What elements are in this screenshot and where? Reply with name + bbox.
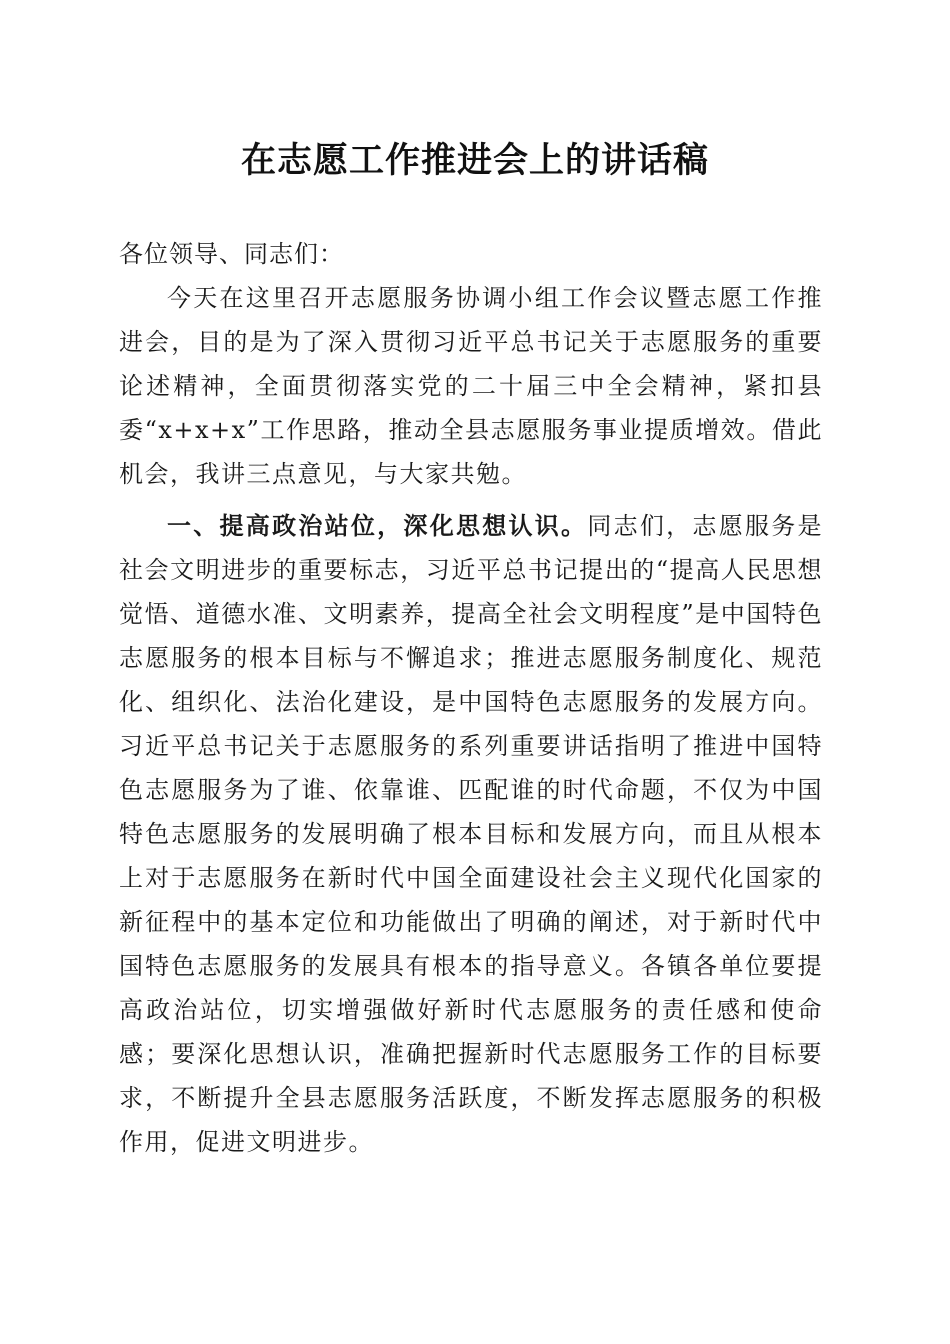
paragraph-section-one bbox=[119, 504, 823, 1164]
document-title: 在志愿工作推进会上的讲话稿 bbox=[240, 140, 709, 181]
section-heading: 一、提高政治站位，深化思想认识。 bbox=[167, 511, 588, 540]
paragraph-intro bbox=[119, 276, 823, 496]
document-body bbox=[119, 232, 823, 1164]
paragraph-text: 今天在这里召开志愿服务协调小组工作会议暨志愿工作推进会，目的是为了深入贯彻习近平总书记关于志愿服务的重要论述精神，全面贯彻落实党的二十届三中全会精神，紧扣县委“x+x+x”工作思路，推动全县志愿服务事业提质增效。借此机会，我讲三点意见，与大家共勉。 bbox=[119, 284, 823, 488]
salutation: 各位领导、同志们： bbox=[119, 240, 344, 268]
paragraph-text: 同志们，志愿服务是社会文明进步的重要标志，习近平总书记提出的“提高人民思想觉悟、道德水准、文明素养，提高全社会文明程度”是中国特色志愿服务的根本目标与不懈追求；推进志愿服务制度化、规范化、组织化、法治化建设，是中国特色志愿服务的发展方向。习近平总书记关于志愿服务的系列重要讲话指明了推进中国特色志愿服务为了谁、依靠谁、匹配谁的时代命题，不仅为中国特色志愿服务的发展明确了根本目标和发展方向，而且从根本上对于志愿服务在新时代中国全面建设社会主义现代化国家的新征程中的基本定位和功能做出了明确的阐述，对于新时代中国特色志愿服务的发展具有根本的指导意义。各镇各单位要提高政治站位，切实增强做好新时代志愿服务的责任感和使命感；要深化思想认识，准确把握新时代志愿服务工作的目标要求，不断提升全县志愿服务活跃度，不断发挥志愿服务的积极作用，促进文明进步。 bbox=[119, 512, 824, 1156]
